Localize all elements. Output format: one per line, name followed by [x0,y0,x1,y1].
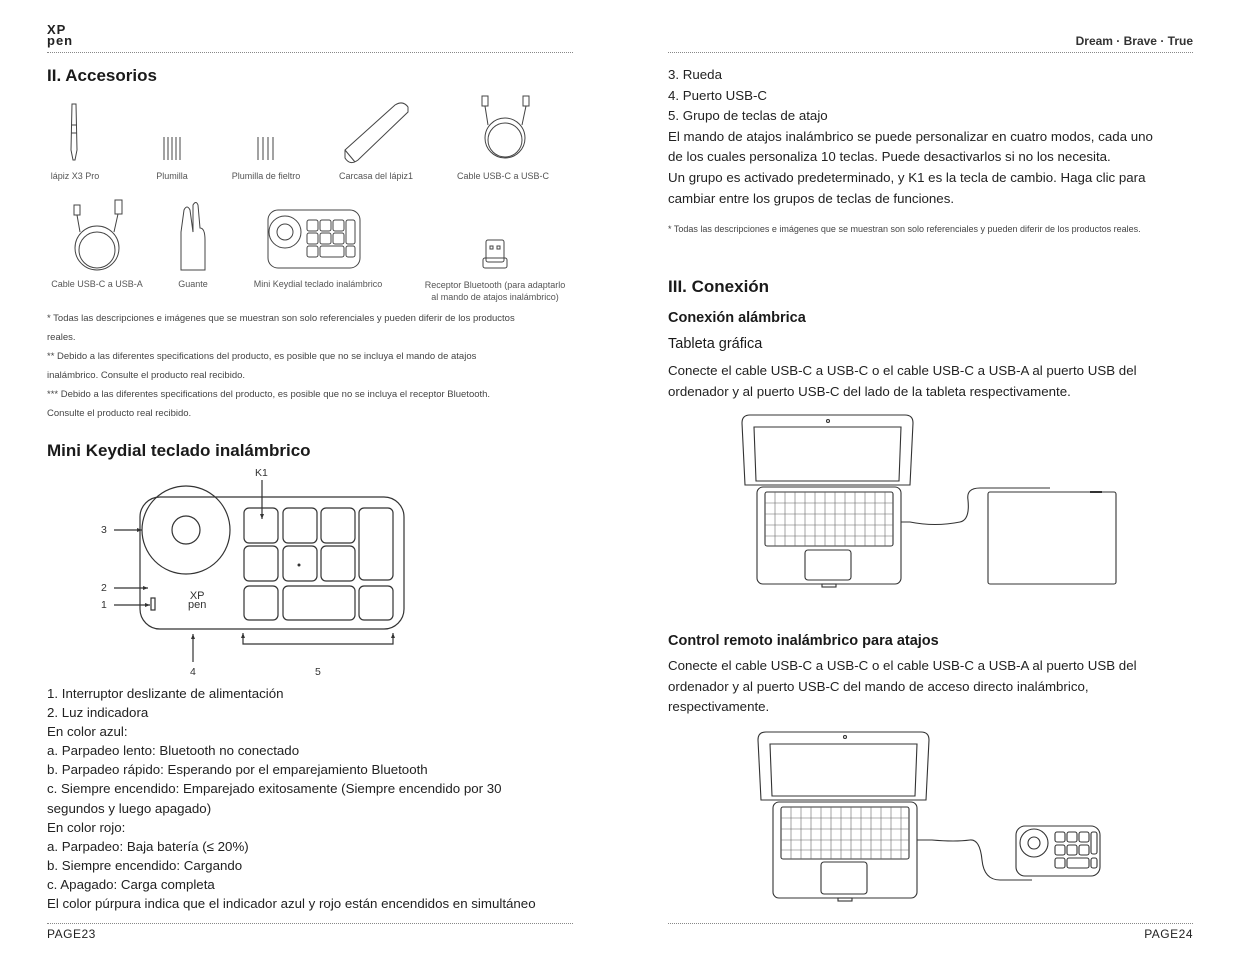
keydial-description-cont: 3. Rueda 4. Puerto USB-C 5. Grupo de teclas de atajo El mando de atajos inalámbrico se puede personalizar en cuatro modos, cada uno de los cuales personaliza 10 teclas. Puede desactivarlos si no los necesita. Un grupo es activado predeterminado, y K1 es la tecla de cambio. Haga clic para cambiar entre los grupos de teclas de funciones. [668,67,1153,206]
label-5: 5 [315,666,321,678]
left-page [0,0,620,975]
logo-top-text: XP [47,22,67,37]
key-9 [283,586,355,620]
right-page [620,0,1241,975]
tagline: Dream · Brave · True [1075,34,1193,48]
wired-title: Conexión alámbrica [668,310,806,326]
tablet-subtitle: Tableta gráfica [668,336,763,352]
caption-pen: lápiz X3 Pro [50,171,100,181]
remote-connection-text: Conecte el cable USB-C a USB-C o el cable USB-C a USB-A al puerto USB del ordenador y al puerto USB-C del mando de acceso directo inalámbrico, respectivamente. [668,658,1137,715]
keydial-description: 1. Interruptor deslizante de alimentación 2. Luz indicadora En color azul: a. Parpadeo lento: Bluetooth no conectado b. Parpadeo rápido: Esperando por el emparejamiento Bluetooth c. Siempre encendido: Emparejado exitosamente (Siempre encendido por 30 segundos y luego apagado) En color rojo: a. Parpadeo: Baja batería (≤ 20%) b. Siempre encendido: Cargando c. Apagado: Carga completa El color púrpura indica que el indicador azul y rojo están encendidos en simultáneo [47,686,536,912]
key-7 [321,546,355,581]
keydial-cable [917,840,1032,880]
key-10 [359,586,393,620]
wheel-inner [172,516,200,544]
caption-usba-cable: Cable USB-C a USB-A [51,279,143,289]
tablet-connection-text: Conecte el cable USB-C a USB-C o el cable USB-C a USB-A al puerto USB del ordenador y al puerto USB-C del lado de la tableta respectivamente. [668,363,1137,399]
caption-keydial: Mini Keydial teclado inalámbrico [253,279,383,289]
reference-note: * Todas las descripciones e imágenes que se muestran son solo referenciales y pueden diferir de los productos reales. [668,224,1141,234]
keydial-logo: XP pen [188,590,207,611]
key-4 [359,508,393,580]
page-number-right: PAGE24 [1144,927,1193,941]
key-8 [244,586,278,620]
label-3: 3 [101,524,107,536]
key-5 [244,546,278,581]
accessories-notes: * Todas las descripciones e imágenes que se muestran son solo referenciales y pueden diferir de los productos reales. ** Debido a las diferentes specifications del producto, es posible que no se incluya el mando de atajos inalámbrico. Consulte el producto real recibido. *** Debido a las diferentes specifications del producto, es posible que no se incluya el receptor Bluetooth. Consulte el producto real recibido. [47,313,515,419]
footer-divider-right [668,923,1193,924]
connection-title: III. Conexión [668,277,770,296]
logo-bottom-text: pen [47,33,74,48]
page-number-left: PAGE23 [47,927,96,941]
key-6 [283,546,317,581]
footer-divider [47,923,573,924]
keydial-title: Mini Keydial teclado inalámbrico [47,441,311,460]
laptop2-keys [781,807,909,859]
caption-pen-case: Carcasa del lápiz1 [338,171,414,181]
power-switch [151,598,155,610]
caption-usbc-cable: Cable USB-C a USB-C [456,171,550,181]
key-2 [283,508,317,543]
label-1: 1 [101,599,107,611]
remote-title: Control remoto inalámbrico para atajos [668,633,939,649]
label-4: 4 [190,666,196,678]
laptop2-touchpad [821,862,867,894]
accessories-title: II. Accesorios [47,66,157,85]
caption-nibs: Plumilla [156,171,188,181]
caption-bluetooth-receiver: Receptor Bluetooth (para adaptarlo al mando de atajos inalámbrico) [424,280,566,302]
key-k1 [244,508,278,543]
wheel-outer [142,486,230,574]
laptop2-screen [758,732,929,800]
caption-felt-nibs: Plumilla de fieltro [231,171,301,181]
key-3 [321,508,355,543]
label-k1: K1 [255,467,268,479]
laptop2-keyboard [781,807,909,859]
laptop-keydial-diagram [620,0,1241,975]
label-2: 2 [101,582,107,594]
caption-glove: Guante [178,279,208,289]
keydial-body [140,497,404,629]
